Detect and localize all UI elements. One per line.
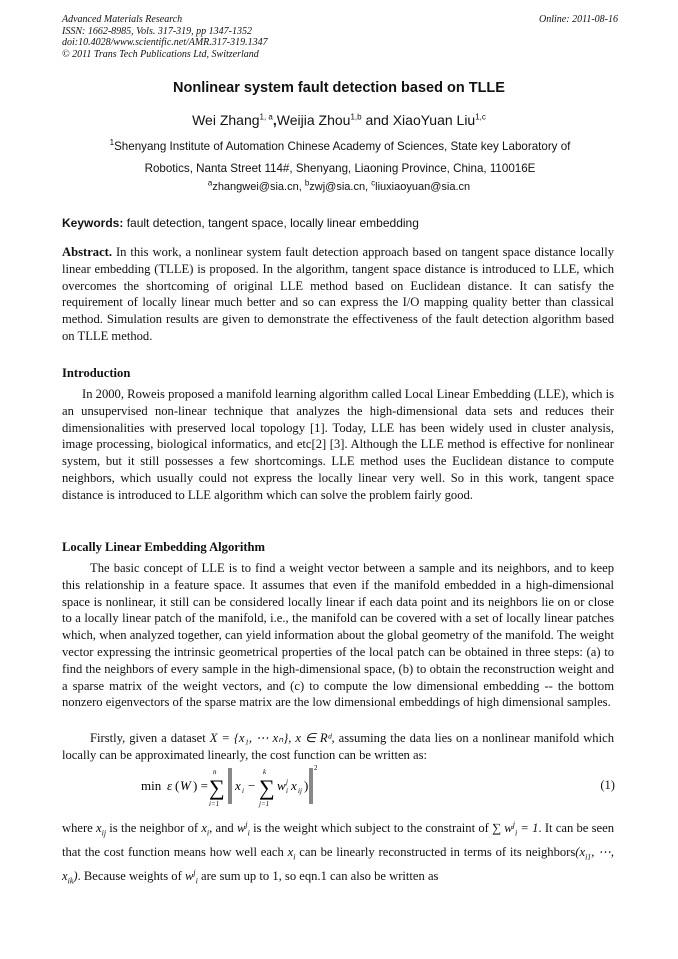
author-sup: 1,b	[350, 112, 362, 122]
lle-paragraph-3: where $x_{ij}$ is the neighbor of $x_i$, and $w^j_i$ is the weight which subject to the constraint of ∑ $w^j_i = 1$. It can be seen that the cost function means how well each $x_i$ can be linearly reconstructed in terms of its $neighbors(x_{i1}$, ⋯, $x_{ik}$). Because weights of $w^j_i$ are sum up to 1, so eqn.1 can also be written as	[62, 819, 614, 886]
lle-heading: Locally Linear Embedding Algorithm	[62, 540, 266, 554]
affil-line1: Shenyang Institute of Automation Chinese Academy of Sciences, State key Laboratory of	[114, 140, 571, 153]
intro-text: In 2000, Roweis proposed a manifold learning algorithm called Local Linear Embedding (LLE), which is an unsupervised non-linear technique that analyzes the high-dimensional data sets and reduces their dimensionalities with preserved local topology [1]. Today, LLE has been widely used in cluster analysis, image processing, biological informatics, and etc[2] [3]. Although the LLE method is effective for nonlinear system, but it still possesses a few shortcomings. LLE method uses the Euclidean distance to compute neighbors, which usually could not express the locally linear very well. So in this work, tangent space distance is introduced to LLE algorithm which can solve the problem fairly good.	[62, 387, 614, 502]
svg-text:w: w	[277, 778, 286, 793]
keywords	[62, 216, 618, 230]
author-list: Wei Zhang$^{1, a}$,Weijia Zhou$^{1,b}$ and XiaoYuan Liu$^{1,c}$	[192, 112, 486, 128]
text-run: Firstly, given a dataset	[90, 731, 210, 745]
text-run: , and	[209, 821, 237, 835]
author-sup: 1, a	[259, 112, 273, 122]
email: liuxiaoyuan@sia.cn	[375, 181, 471, 193]
email-sup: b	[304, 178, 310, 188]
svg-text:x: x	[235, 778, 241, 793]
text-run: . Because weights of	[77, 869, 185, 883]
email: zhangwei@sia.cn,	[212, 181, 305, 193]
email-sup: c	[371, 178, 376, 188]
text-run: is the neighbor of	[106, 821, 202, 835]
abstract	[62, 244, 614, 345]
lle-paragraph-2	[62, 730, 614, 764]
svg-text:(: (	[175, 778, 180, 793]
paper-title: Nonlinear system fault detection based on TLLE	[173, 80, 505, 96]
email: zwj@sia.cn,	[309, 181, 372, 193]
author-name: Wei Zhang	[192, 112, 260, 128]
copyright: © 2011 Trans Tech Publications Ltd, Switzerland	[62, 48, 259, 60]
svg-text:2: 2	[314, 764, 318, 772]
svg-text:i=1: i=1	[209, 800, 220, 808]
author-conj: and	[365, 112, 393, 128]
svg-text:j: j	[286, 778, 288, 786]
journal-header	[62, 14, 618, 60]
svg-text:k: k	[263, 768, 267, 776]
svg-text:i: i	[242, 787, 244, 795]
keywords-label: Keywords:	[62, 216, 124, 230]
text-run: is the weight which subject to the constraint of	[249, 821, 493, 835]
svg-text:−: −	[248, 778, 256, 793]
author-sup: 1,c	[475, 112, 486, 122]
affil-sup: 1	[109, 138, 115, 148]
cost-function-formula	[135, 760, 335, 810]
text-run: where	[62, 821, 97, 835]
emails	[0, 178, 678, 193]
equation-1	[135, 760, 615, 810]
svg-text:∑: ∑	[209, 775, 225, 800]
doi: doi:10.4028/www.scientific.net/AMR.317-319.1347	[62, 37, 268, 48]
svg-text:) =: ) =	[193, 778, 208, 793]
svg-text:i: i	[286, 787, 288, 795]
svg-text:∑: ∑	[259, 775, 275, 800]
text-run: are sum up to 1, so eqn.1 can also be written as	[197, 869, 439, 883]
equation-number: (1)	[600, 778, 615, 792]
svg-text:W: W	[180, 778, 191, 793]
affiliation	[70, 136, 610, 180]
author-name: Weijia Zhou	[276, 112, 351, 128]
svg-text:j=1: j=1	[259, 800, 270, 808]
svg-text:x: x	[291, 778, 297, 793]
svg-text:min: min	[141, 778, 162, 793]
text-run: , assuming the data lies on a nonlinear manifold which locally can be approximated linearly, the cost function can be written as:	[62, 731, 614, 762]
intro-heading: Introduction	[62, 366, 131, 380]
affil-line2: Robotics, Nanta Street 114#, Shenyang, Liaoning Province, China, 110016E	[144, 162, 536, 175]
author-name: XiaoYuan Liu	[392, 112, 476, 128]
constraint-formula: ∑ $w^j_i = 1$	[492, 819, 539, 838]
issn: ISSN: 1662-8985, Vols. 317-319, pp 1347-1352	[62, 25, 252, 37]
journal-name: Advanced Materials Research	[62, 14, 183, 25]
lle-paragraph-1: The basic concept of LLE is to find a weight vector between a sample and its neighbors, and to keep this relationship in a feature space. It assumes that even if the manifold embedded in a high-dimensional space is nonlinear, it still can be considered locally linear if each data point and its neighbors lie on or close to a locally linear patch of the manifold, i.e., the manifold can be covered with a set of locally linear patches which, when analyzed together, can yield information about the global geometry of the manifold. The weight vector expressing the intrinsic geometrical properties of the local patch can be obtained in three steps: (a) to find the neighbors of every sample in the high-dimensional space, (b) to obtain the reconstruction weight and a sparse matrix of the weight vectors, and (c) to compute the low dimensional embedding -- the bottom nonzero eigenvectors of the sparse matrix are the low dimensional embeddings of high dimensional samples.	[62, 561, 614, 710]
text-run: can be linearly reconstructed in terms of its neighbors	[295, 845, 576, 859]
svg-text:ε: ε	[167, 778, 173, 793]
svg-text:): )	[304, 778, 309, 793]
text-run: . It can be seen that the cost function means how well each	[62, 821, 614, 859]
email-sup: a	[207, 178, 213, 188]
dataset-formula: X = {x₁, ⋯ xₙ}, x ∈ Rᵈ	[209, 731, 332, 745]
abstract-label: Abstract.	[62, 245, 113, 259]
abstract-text: In this work, a nonlinear system fault detection approach based on tangent space distance locally linear embedding (TLLE) is proposed. In the algorithm, tangent space distance is introduced to LLE, which overcomes the shortcoming of original LLE method based on Euclidean distance. It can satisfy the requirement of locally linear much better and so can express the I/O mapping quality better than classical method. Simulation results are given to demonstrate the effectiveness of the fault detection algorithm based on TLLE method.	[62, 245, 614, 343]
online-date: Online: 2011-08-16	[539, 14, 618, 25]
keywords-text: fault detection, tangent space, locally linear embedding	[123, 216, 419, 230]
svg-text:ij: ij	[298, 787, 302, 795]
svg-text:n: n	[213, 768, 217, 776]
